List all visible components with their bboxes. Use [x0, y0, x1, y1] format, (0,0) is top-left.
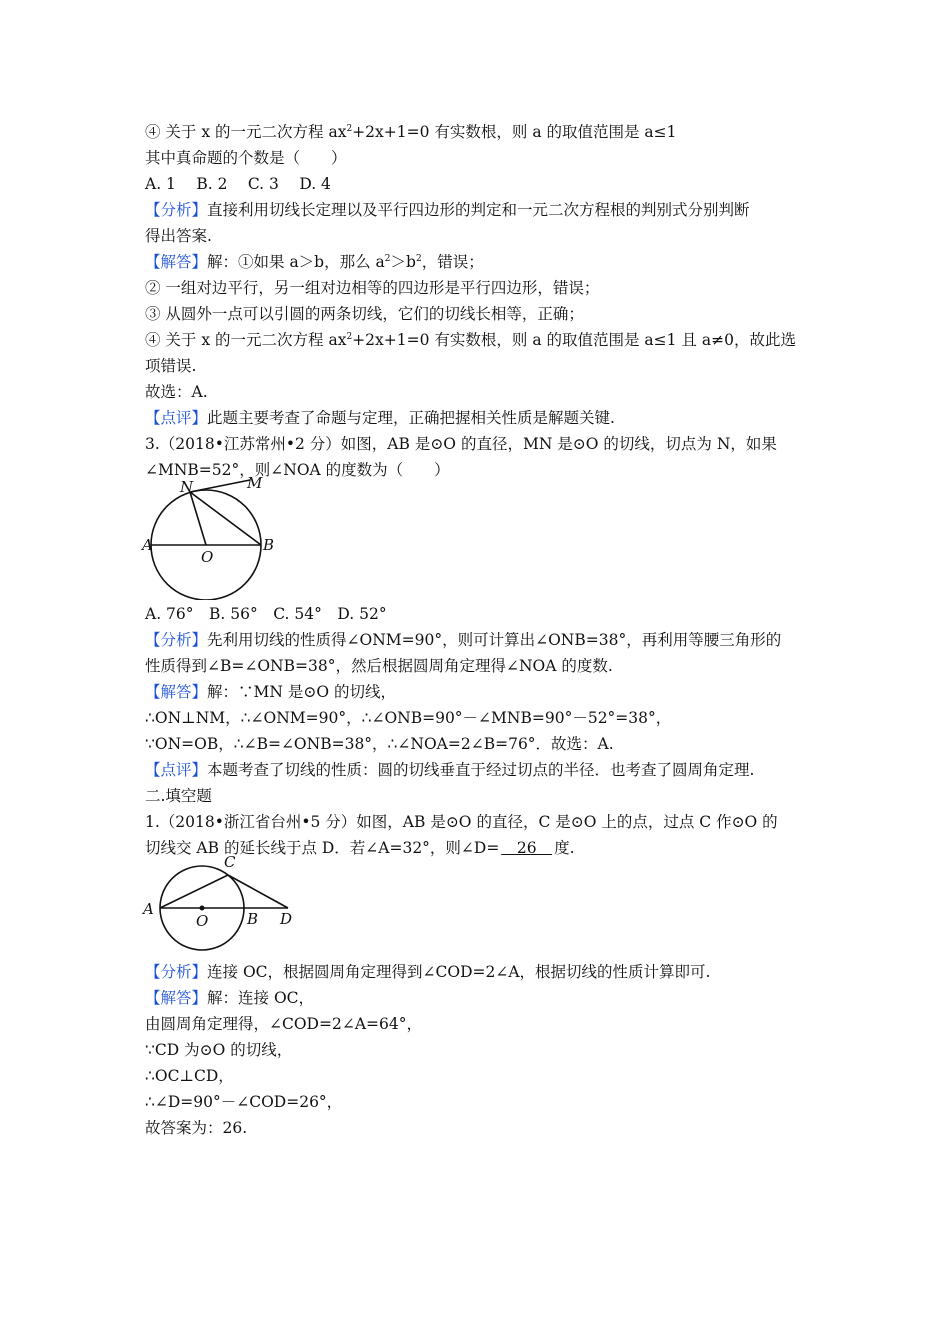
- q3-analysis-2: 性质得到∠B=∠ONB=38°，然后根据圆周角定理得∠NOA 的度数.: [145, 657, 613, 675]
- f1-stem-2: 切线交 AB 的延长线于点 D．若∠A=32°，则∠D= 26 度.: [145, 839, 575, 857]
- center-dot: [200, 906, 205, 911]
- answer-options: A. 1 B. 2 C. 3 D. 4: [145, 175, 331, 193]
- f1-stem-1: 1.（2018•浙江省台州•5 分）如图，AB 是⊙O 的直径，C 是⊙O 上的点，过点 C 作⊙O 的: [145, 813, 778, 831]
- f1-solution-5: ∴∠D=90°－∠COD=26°，: [145, 1093, 343, 1111]
- q3-stem-2: ∠MNB=52°，则∠NOA 的度数为（ ）: [145, 461, 450, 479]
- comment-line: 【点评】此题主要考查了命题与定理，正确把握相关性质是解题关键.: [145, 409, 615, 427]
- solution-line-2: ② 一组对边平行，另一组对边相等的四边形是平行四边形，错误；: [145, 279, 600, 297]
- analysis-line-2: 得出答案.: [145, 227, 212, 245]
- f1-solution-1: 【解答】解：连接 OC，: [145, 989, 315, 1007]
- comment-tag: 【点评】: [145, 761, 208, 779]
- section-heading: 二.填空题: [145, 787, 212, 805]
- q3-options: A. 76° B. 56° C. 54° D. 52°: [145, 605, 387, 623]
- solution-line-1: 【解答】解：①如果 a＞b，那么 $a^2>b^2$，错误；: [145, 253, 484, 271]
- label-c: C: [224, 853, 236, 871]
- label-o: O: [196, 912, 209, 930]
- q3-stem-1: 3.（2018•江苏常州•2 分）如图，AB 是⊙O 的直径，MN 是⊙O 的切线，切点为 N，如果: [145, 435, 777, 453]
- solution-line-3: ③ 从圆外一点可以引圆的两条切线，它们的切线长相等，正确；: [145, 305, 584, 323]
- label-a: A: [142, 536, 153, 554]
- f1-circle-figure: [140, 850, 300, 960]
- f1-solution-2: 由圆周角定理得，∠COD=2∠A=64°，: [145, 1015, 422, 1033]
- label-o: O: [201, 548, 214, 566]
- q3-circle-figure: [140, 470, 280, 600]
- q3-analysis-1: 【分析】先利用切线的性质得∠ONM=90°，则可计算出∠ONB=38°，再利用等腰三角形的: [145, 631, 782, 649]
- label-a: A: [143, 900, 154, 918]
- solution-line-5: 项错误.: [145, 357, 197, 375]
- solution-tag: 【解答】: [145, 253, 208, 271]
- question-prompt: 其中真命题的个数是（ ）: [145, 149, 347, 167]
- f1-analysis: 【分析】连接 OC，根据圆周角定理得到∠COD=2∠A，根据切线的性质计算即可.: [145, 963, 711, 981]
- analysis-tag: 【分析】: [145, 631, 208, 649]
- f1-solution-6: 故答案为：26.: [145, 1119, 248, 1137]
- label-m: M: [247, 474, 263, 492]
- f1-solution-4: ∴OC⊥CD，: [145, 1067, 234, 1085]
- tangent-cd: [228, 875, 288, 908]
- answer-blank: 26: [501, 839, 553, 857]
- solution-tag: 【解答】: [145, 989, 208, 1007]
- q3-solution-3: ∵ON=OB，∴∠B=∠ONB=38°，∴∠NOA=2∠B=76°．故选：A.: [145, 735, 614, 753]
- solution-line-4: ④ 关于 x 的一元二次方程 $ax^2+2x+1=0$ 有实数根，则 a 的取值范围是 a≤1 且 a≠0，故此选: [145, 331, 796, 349]
- q3-comment: 【点评】本题考查了切线的性质：圆的切线垂直于经过切点的半径．也考查了圆周角定理.: [145, 761, 755, 779]
- segment-nb: [190, 492, 261, 545]
- analysis-tag: 【分析】: [145, 963, 208, 981]
- label-n: N: [180, 478, 194, 496]
- label-d: D: [280, 910, 293, 928]
- f1-solution-3: ∵CD 为⊙O 的切线，: [145, 1041, 293, 1059]
- final-choice: 故选：A.: [145, 383, 208, 401]
- q3-solution-2: ∴ON⊥NM，∴∠ONM=90°，∴∠ONB=90°－∠MNB=90°－52°=38°，: [145, 709, 672, 727]
- tangent-mn: [190, 480, 250, 492]
- segment-on: [190, 492, 206, 545]
- solution-tag: 【解答】: [145, 683, 208, 701]
- label-b: B: [263, 536, 275, 554]
- comment-tag: 【点评】: [145, 409, 208, 427]
- analysis-line-1: 【分析】直接利用切线长定理以及平行四边形的判定和一元二次方程根的判别式分别判断: [145, 201, 750, 219]
- statement-4: ④ 关于 x 的一元二次方程 $ax^2+2x+1=0$ 有实数根，则 a 的取值范围是 a≤1: [145, 123, 677, 141]
- q3-solution-1: 【解答】解：∵MN 是⊙O 的切线，: [145, 683, 396, 701]
- label-b: B: [247, 910, 259, 928]
- analysis-tag: 【分析】: [145, 201, 208, 219]
